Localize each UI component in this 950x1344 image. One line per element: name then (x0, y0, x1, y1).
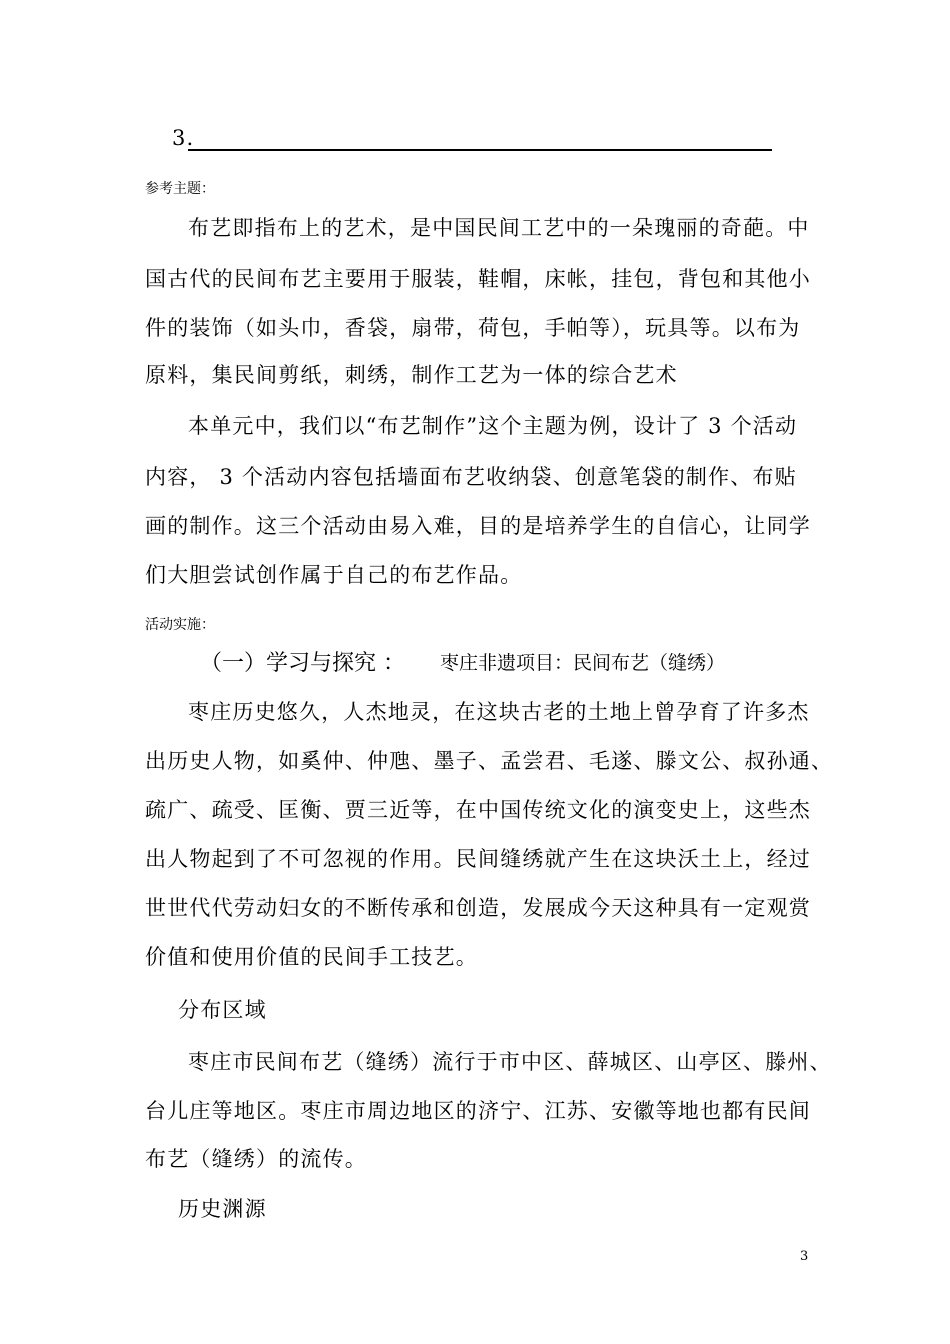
para3-line6: 价值和使用价值的民间手工技艺。 (145, 945, 478, 969)
para3-line2: 出历史人物，如奚仲、仲虺、墨子、孟尝君、毛遂、滕文公、叔孙通、 (145, 749, 834, 773)
para3-line5: 世世代代劳动妇女的不断传承和创造，发展成今天这种具有一定观赏 (145, 896, 811, 920)
para2-line2: 内容， 3 个活动内容包括墙面布艺收纳袋、创意笔袋的制作、布贴 (145, 465, 797, 489)
section-subheading: 枣庄非遗项目：民间布艺（缝绣） (440, 652, 726, 674)
para1-line4: 原料，集民间剪纸，刺绣，制作工艺为一体的综合艺术 (145, 363, 678, 387)
subheading-distribution: 分布区域 (178, 998, 267, 1022)
page-number: 3 (800, 1249, 809, 1264)
para4-line1: 枣庄市民间布艺（缝绣）流行于市中区、薛城区、山亭区、滕州、 (188, 1050, 832, 1074)
para3-line1: 枣庄历史悠久，人杰地灵，在这块古老的土地上曾孕育了许多杰 (188, 700, 810, 724)
para1-line2: 国古代的民间布艺主要用于服装，鞋帽，床帐，挂包，背包和其他小 (145, 267, 811, 291)
para1-line3: 件的装饰（如头巾，香袋，扇带，荷包，手帕等），玩具等。以布为 (145, 316, 801, 340)
para4-line3: 布艺（缝绣）的流传。 (145, 1147, 367, 1171)
subheading-history: 历史渊源 (178, 1197, 267, 1221)
para2-line1: 本单元中，我们以“布艺制作”这个主题为例，设计了 3 个活动 (188, 414, 798, 438)
para3-line3: 疏广、疏受、匡衡、贾三近等，在中国传统文化的演变史上，这些杰 (145, 798, 811, 822)
para2-line4: 们大胆尝试创作属于自己的布艺作品。 (145, 563, 523, 587)
para2-line3: 画的制作。这三个活动由易入难，目的是培养学生的自信心，让同学 (145, 514, 811, 538)
activity-label: 活动实施： (145, 617, 215, 633)
para4-line2: 台儿庄等地区。枣庄市周边地区的济宁、江苏、安徽等地也都有民间 (145, 1099, 811, 1123)
item-number: 3. (172, 126, 195, 150)
reference-topic-label: 参考主题： (145, 181, 215, 197)
para1-line1: 布艺即指布上的艺术，是中国民间工艺中的一朵瑰丽的奇葩。中 (188, 216, 810, 240)
fill-in-blank-line (188, 149, 772, 151)
para3-line4: 出人物起到了不可忽视的作用。民间缝绣就产生在这块沃土上，经过 (145, 847, 811, 871)
section-heading: （一）学习与探究 ： (200, 651, 405, 676)
